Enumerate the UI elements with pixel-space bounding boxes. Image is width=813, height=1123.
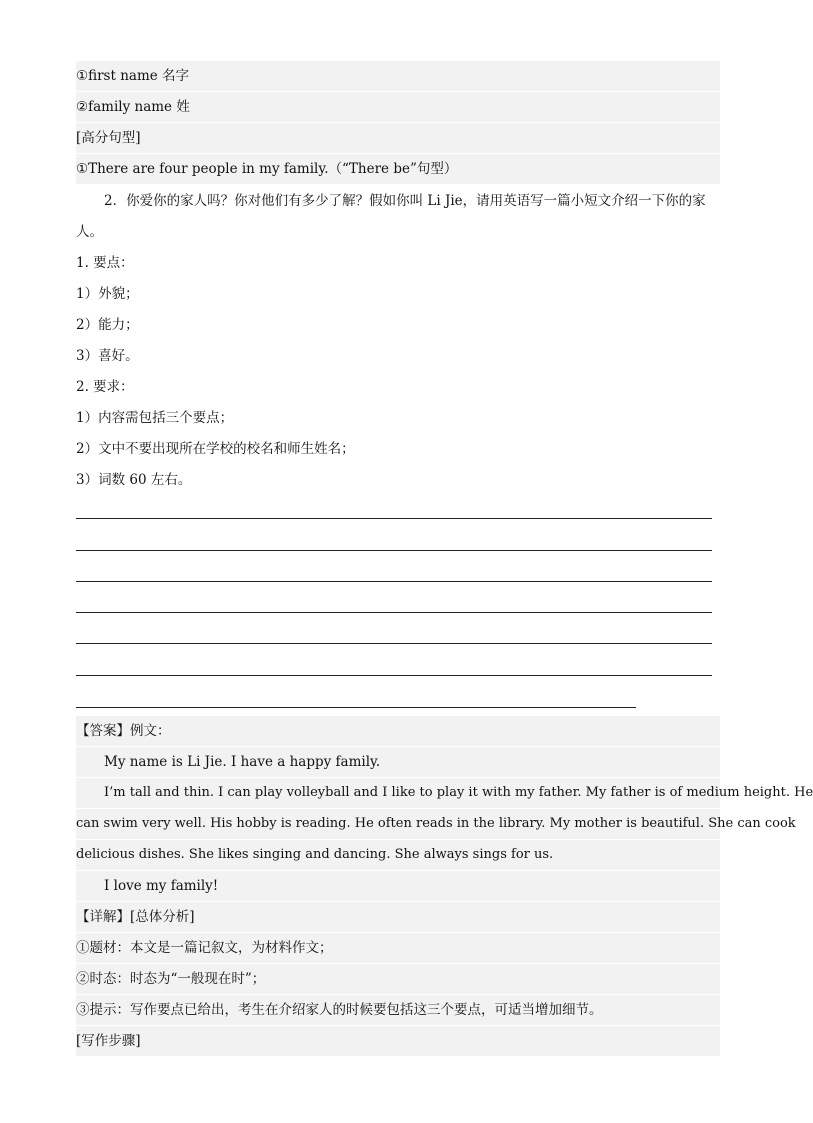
writing-line[interactable] [76, 612, 712, 613]
writing-line[interactable] [76, 707, 636, 708]
requirements-heading: 2. 要求： [76, 379, 134, 395]
writing-steps-heading: [写作步骤] [76, 1026, 720, 1056]
explanation-item-tense: ②时态：时态为“一般现在时”； [76, 964, 720, 994]
sentence-pattern-heading: [高分句型] [76, 123, 720, 153]
writing-line[interactable] [76, 518, 712, 519]
point-hobby: 3）喜好。 [76, 348, 139, 364]
writing-line[interactable] [76, 643, 712, 644]
answer-paragraph-2-line1: I’m tall and thin. I can play volleyball and I like to play it with my father. My father is of medium height. He [76, 778, 720, 808]
vocab-item-family-name: ②family name 姓 [76, 92, 720, 122]
vocab-item-first-name: ①first name 名字 [76, 61, 720, 91]
answer-paragraph-2-line2: can swim very well. His hobby is reading. He often reads in the library. My mother is beautiful. She can cook [76, 809, 720, 839]
point-ability: 2）能力； [76, 317, 139, 333]
question-text-line2: 人。 [76, 224, 103, 240]
answer-paragraph-2-line3: delicious dishes. She likes singing and dancing. She always sings for us. [76, 840, 720, 870]
point-appearance: 1）外貌； [76, 286, 139, 302]
answer-paragraph-1: My name is Li Jie. I have a happy family. [76, 747, 720, 777]
explanation-heading: 【详解】[总体分析] [76, 902, 720, 932]
writing-line[interactable] [76, 581, 712, 582]
sentence-pattern-item: ①There are four people in my family.（“There be”句型） [76, 154, 720, 184]
answer-paragraph-3: I love my family! [76, 871, 720, 901]
requirement-1: 1）内容需包括三个要点； [76, 410, 234, 426]
writing-line[interactable] [76, 675, 712, 676]
points-heading: 1. 要点： [76, 255, 134, 271]
writing-line[interactable] [76, 550, 712, 551]
answer-heading: 【答案】例文： [76, 716, 720, 746]
question-text-line1: 2．你爱你的家人吗？你对他们有多少了解？假如你叫 Li Jie，请用英语写一篇小短文介绍一下你的家 [104, 193, 706, 209]
explanation-item-genre: ①题材：本文是一篇记叙文，为材料作文； [76, 933, 720, 963]
requirement-3: 3）词数 60 左右。 [76, 472, 192, 488]
requirement-2: 2）文中不要出现所在学校的校名和师生姓名； [76, 441, 355, 457]
explanation-item-tip: ③提示：写作要点已给出，考生在介绍家人的时候要包括这三个要点，可适当增加细节。 [76, 995, 720, 1025]
